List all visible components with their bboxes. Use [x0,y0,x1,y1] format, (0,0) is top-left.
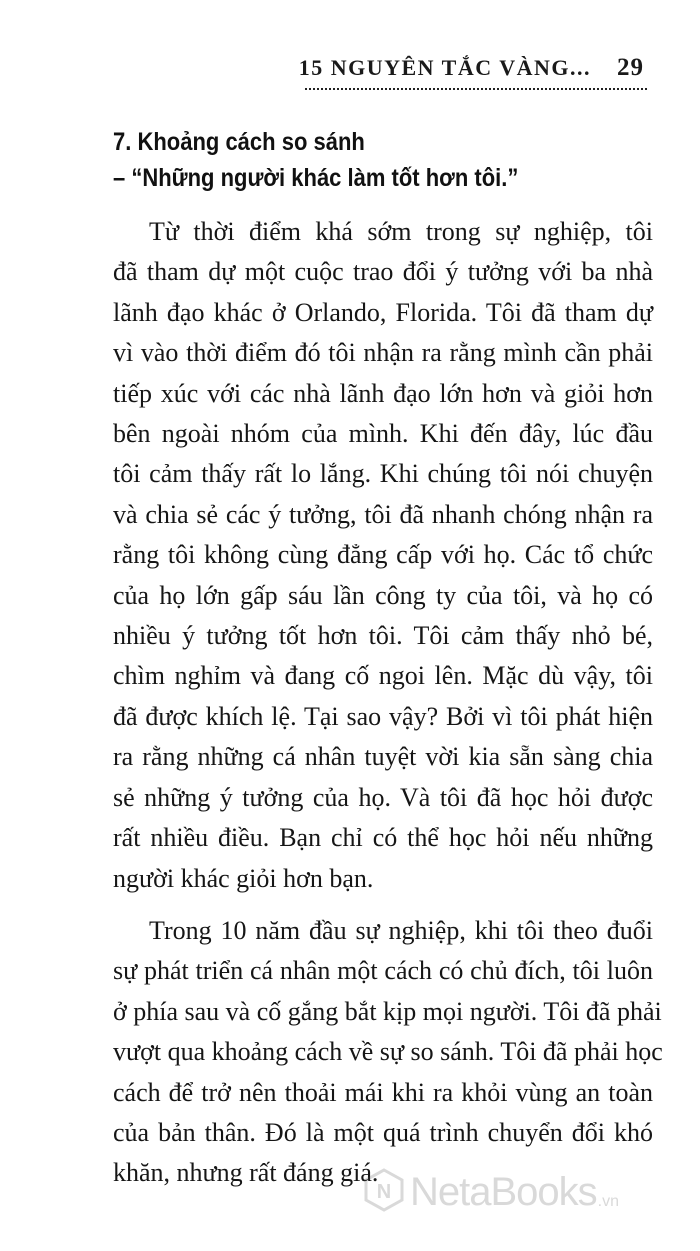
text-line: ở phía sau và cố gắng bắt kịp mọi người. Tôi đã phải [113,996,662,1026]
text-line: và chia sẻ các ý tưởng, tôi đã nhanh chóng nhận ra [113,499,653,529]
paragraph-1 [113,212,653,899]
text-line: cách để trở nên thoải mái khi ra khỏi vùng an toàn [113,1077,653,1107]
svg-text:N: N [376,1181,392,1203]
text-line: tiếp xúc với các nhà lãnh đạo lớn hơn và giỏi hơn [113,378,653,408]
text-line: sự phát triển cá nhân một cách có chủ đích, tôi luôn [113,956,653,986]
text-line: vì vào thời điểm đó tôi nhận ra rằng mình cần phải [113,338,653,368]
section-heading-subtitle: – “Những người khác làm tốt hơn tôi.” [113,164,519,192]
text-line: Từ thời điểm khá sớm trong sự nghiệp, tôi [149,217,653,246]
text-line: bên ngoài nhóm của mình. Khi đến đây, lúc đầu [113,419,653,449]
paragraph-2 [113,911,663,1194]
running-header [299,54,644,82]
text-line: của họ lớn gấp sáu lần công ty của tôi, và họ có [113,580,653,610]
watermark [362,1168,619,1217]
body-text [113,212,663,1206]
text-line: người khác giỏi hơn bạn. [113,863,374,893]
text-line: tôi cảm thấy rất lo lắng. Khi chúng tôi nói chuyện [113,459,653,489]
text-line: Trong 10 năm đầu sự nghiệp, khi tôi theo đuổi [149,915,653,945]
text-line: nhiều ý tưởng tốt hơn tôi. Tôi cảm thấy nhỏ bé, [113,621,653,651]
text-line: rằng tôi không cùng đẳng cấp với họ. Các tổ chức [113,540,653,570]
text-line: đã tham dự một cuộc trao đổi ý tưởng với ba nhà [113,257,653,287]
text-line: chìm nghỉm và đang cố ngoi lên. Mặc dù vậy, tôi [113,661,653,691]
text-line: đã được khích lệ. Tại sao vậy? Bởi vì tôi phát hiện [113,701,653,731]
text-line: vượt qua khoảng cách về sự so sánh. Tôi đã phải học [113,1037,663,1067]
running-title: 15 NGUYÊN TẮC VÀNG... [298,55,591,80]
text-line: rất nhiều điều. Bạn chỉ có thể học hỏi nếu những [113,823,653,853]
watermark-suffix: .vn [597,1192,620,1210]
text-line: của bản thân. Đó là một quá trình chuyển đổi khó [113,1117,653,1147]
page-number: 29 [617,54,644,81]
text-line: sẻ những ý tưởng của họ. Và tôi đã học hỏi được [113,782,653,812]
section-heading-title: 7. Khoảng cách so sánh [113,128,365,156]
text-line: lãnh đạo khác ở Orlando, Florida. Tôi đã tham dự [113,297,653,327]
header-dotted-rule [305,88,647,90]
text-line: khăn, nhưng rất đáng giá. [113,1158,379,1188]
text-line: ra rằng những cá nhân tuyệt vời kia sẵn sàng chia [113,742,653,772]
section-heading [113,124,518,196]
watermark-brand: NetaBooks [410,1170,597,1214]
watermark-logo-icon [362,1168,406,1217]
